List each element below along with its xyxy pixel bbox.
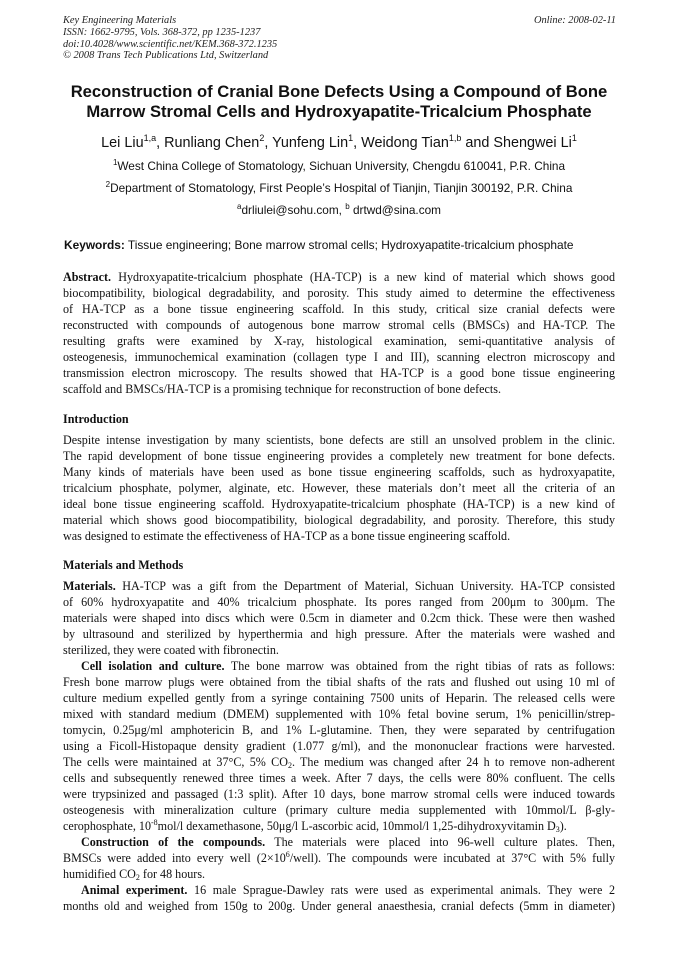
abstract-label: Abstract. bbox=[63, 270, 112, 284]
materials-label: Materials. bbox=[63, 579, 116, 593]
keywords-text: Tissue engineering; Bone marrow stromal cells; Hydroxyapatite-tricalcium phosphate bbox=[124, 238, 574, 252]
cells-label: Cell isolation and culture. bbox=[81, 659, 225, 673]
author-affiliation-mark: 1 bbox=[571, 133, 577, 143]
compounds-line: humidified $CO_2$ for 48 hours. bbox=[63, 867, 206, 882]
author-name: Lei Liu bbox=[101, 135, 144, 151]
title-line-1: Reconstruction of Cranial Bone Defects Using a Compound of Bone bbox=[70, 82, 608, 101]
animal-label: Animal experiment. bbox=[81, 883, 188, 897]
intro-line: The rapid development of bone tissue engineering provides a completely new treatment for bone defects. bbox=[63, 449, 615, 463]
abstract-line: scaffold and BMSCs/HA-TCP is a promising technique for reconstruction of bone defects. bbox=[63, 382, 501, 396]
cells-line: culture medium expelled gently from a syringe containing 7500 units of Heparin. The released cells were bbox=[63, 691, 615, 705]
cells-line: Cell isolation and culture. The bone marrow was obtained from the right tibias of rats as follows: bbox=[81, 659, 615, 673]
cells-line: osteogenesis with mineralization culture (primary culture media supplemented with 10mmol/L β-gly- bbox=[63, 803, 615, 817]
author-emails bbox=[40, 203, 638, 218]
author-affiliation-mark: 1,b bbox=[448, 133, 462, 143]
intro-line: was designed to estimate the effectiveness of HA-TCP as a bone tissue engineering scaffold. bbox=[63, 529, 511, 543]
email-address: drliulei@sohu.com, bbox=[241, 203, 346, 217]
author-affiliation-mark: 1 bbox=[348, 133, 354, 143]
methods-heading: Materials and Methods bbox=[63, 558, 184, 572]
cells-line: The cells were maintained at 37°C, 5% $CO_2$. The medium was changed after 24 h to remove non-adherent bbox=[63, 755, 615, 770]
affiliation-1 bbox=[40, 159, 638, 174]
journal-header bbox=[63, 15, 616, 62]
cells-line: using a Ficoll-Histopaque density gradient (1.077 g/ml), and the mononuclear fractions were harvested. bbox=[63, 739, 615, 753]
paper-title bbox=[50, 82, 628, 122]
abstract bbox=[63, 269, 615, 397]
materials-line: Materials. HA-TCP was a gift from the Department of Material, Sichuan University. HA-TCP consisted bbox=[63, 579, 615, 593]
compounds-label: Construction of the compounds. bbox=[81, 835, 266, 849]
author-name: Weidong Tian bbox=[361, 135, 449, 151]
materials-line: materials were shaped into discs which were 0.5cm in diameter and 0.2cm thick. These were then washed bbox=[63, 611, 615, 625]
abstract-line: resulting grafts were examined by X-ray, histological examination, semi-quantitative analysis of bbox=[63, 334, 615, 348]
abstract-line: Abstract. Hydroxyapatite-tricalcium phosphate (HA-TCP) is a new kind of material which shows good bbox=[63, 270, 615, 284]
abstract-line: reconstructed with compounds of autogenous bone marrow stromal cells (BMSCs) and HA-TCP. The bbox=[63, 318, 615, 332]
intro-line: Many kinds of materials have been used as bone tissue engineering scaffolds, such as hydroxyapatite, bbox=[63, 465, 615, 479]
keywords bbox=[64, 238, 616, 253]
author-separator: , bbox=[156, 135, 165, 151]
abstract-line: transmission electron microscopy. The results showed that HA-TCP is a good bone tissue engineering bbox=[63, 366, 615, 380]
cells-line: Fresh bone marrow plugs were obtained from the tibial shafts of the rats and flushed out using 10 ml of bbox=[63, 675, 615, 689]
introduction-heading: Introduction bbox=[63, 412, 129, 426]
intro-line: material which shows good biocompatibility, biological degradability, and porosity. Therefore, this study bbox=[63, 513, 615, 527]
email-mark: a bbox=[237, 202, 242, 211]
intro-line: tricalcium phosphate, polymer, alginate, etc. However, these materials don’t meet all the criteria of an bbox=[63, 481, 615, 495]
author-name: Yunfeng Lin bbox=[272, 135, 349, 151]
journal-name: Key Engineering Materials bbox=[63, 15, 177, 26]
abstract-line: biocompatibility, biological degradability, and porosity. This study aimed to determine the effectiveness bbox=[63, 286, 615, 300]
cells-line: tomycin, 0.25μg/ml amphotericin B, and 1% L-glutamine. Then, they were separated by centrifugation bbox=[63, 723, 615, 737]
author-list bbox=[40, 134, 638, 152]
online-date: Online: 2008-02-11 bbox=[533, 15, 616, 26]
doi-line: doi:10.4028/www.scientific.net/KEM.368-372.1235 bbox=[63, 38, 278, 50]
methods-body bbox=[63, 578, 615, 914]
cells-line: were trypsinized and passaged (1:3 split). After 10 days, bone marrow stromal cells were induced towards bbox=[63, 787, 615, 801]
affiliation-mark: 1 bbox=[112, 158, 118, 167]
author-separator: , bbox=[264, 135, 273, 151]
cells-line: mixed with standard medium (DMEM) supplemented with 10% fetal bovine serum, 1% penicillin/strep- bbox=[63, 707, 615, 721]
animal-line: Animal experiment. 16 male Sprague-Dawley rats were used as experimental animals. They were 2 bbox=[81, 883, 615, 897]
animal-line: months old and weighed from 150g to 200g. Under general anaesthesia, cranial defects (5mm in diameter) bbox=[63, 899, 615, 913]
copyright-line: © 2008 Trans Tech Publications Ltd, Switzerland bbox=[63, 50, 269, 62]
introduction-paragraph bbox=[63, 432, 615, 544]
materials-line: sterilized, they were coated with fibronectin. bbox=[63, 643, 279, 657]
cells-line: cells and subsequently renewed three times a week. After 7 days, the cells were 80% confluent. The cells bbox=[63, 771, 615, 785]
intro-line: ideal bone tissue engineering scaffold. Hydroxyapatite-tricalcium phosphate (HA-TCP) is a new kind of bbox=[63, 497, 615, 511]
abstract-line: of HA-TCP as a bone tissue engineering scaffold. In this study, critical size cranial defects were bbox=[63, 302, 615, 316]
email-address: drtwd@sina.com bbox=[349, 203, 441, 217]
compounds-line: BMSCs were added into every well $(2\times 10^6/well)$. The compounds were incubated at 37°C with 5% fully bbox=[63, 850, 616, 865]
affiliation-2 bbox=[40, 181, 638, 196]
affiliation-mark: 2 bbox=[105, 180, 111, 189]
affiliation-text: Department of Stomatology, First People’s Hospital of Tianjin, Tianjin 300192, P.R. China bbox=[110, 181, 573, 195]
abstract-line: osteogenesis, immunochemical examination (collagen type I and III), scanning electron microscopy and bbox=[63, 350, 615, 364]
materials-line: by ultrasound and sterilized by hyperthermia and high pressure. After the materials were washed and bbox=[63, 627, 615, 641]
affiliation-text: West China College of Stomatology, Sichuan University, Chengdu 610041, P.R. China bbox=[117, 159, 566, 173]
issn-line: ISSN: 1662-9795, Vols. 368-372, pp 1235-1237 bbox=[63, 26, 261, 38]
author-affiliation-mark: 2 bbox=[259, 133, 265, 143]
keywords-label: Keywords: bbox=[64, 238, 125, 252]
cells-line: cerophosphate, $10^{-8}mol/l$ dexamethasone, 50μg/l L-ascorbic acid, 10mmol/l 1,25-dihydroxyvitamin $D_3$). bbox=[63, 818, 567, 834]
title-line-2: Marrow Stromal Cells and Hydroxyapatite-Tricalcium Phosphate bbox=[86, 102, 592, 121]
author-separator: and bbox=[461, 135, 494, 151]
email-mark: b bbox=[345, 202, 350, 211]
author-name: Shengwei Li bbox=[493, 135, 572, 151]
materials-line: of 60% hydroxyapatite and 40% tricalcium phosphate. Its pores ranged from 200μm to 300μm. The bbox=[63, 595, 615, 609]
compounds-line: Construction of the compounds. The materials were placed into 96-well culture plates. Then, bbox=[81, 835, 615, 849]
author-separator: , bbox=[353, 135, 362, 151]
author-name: Runliang Chen bbox=[164, 135, 260, 151]
author-affiliation-mark: 1,a bbox=[143, 133, 157, 143]
intro-line: Despite intense investigation by many scientists, bone defects are still an unsolved problem in the clinic. bbox=[63, 433, 615, 447]
